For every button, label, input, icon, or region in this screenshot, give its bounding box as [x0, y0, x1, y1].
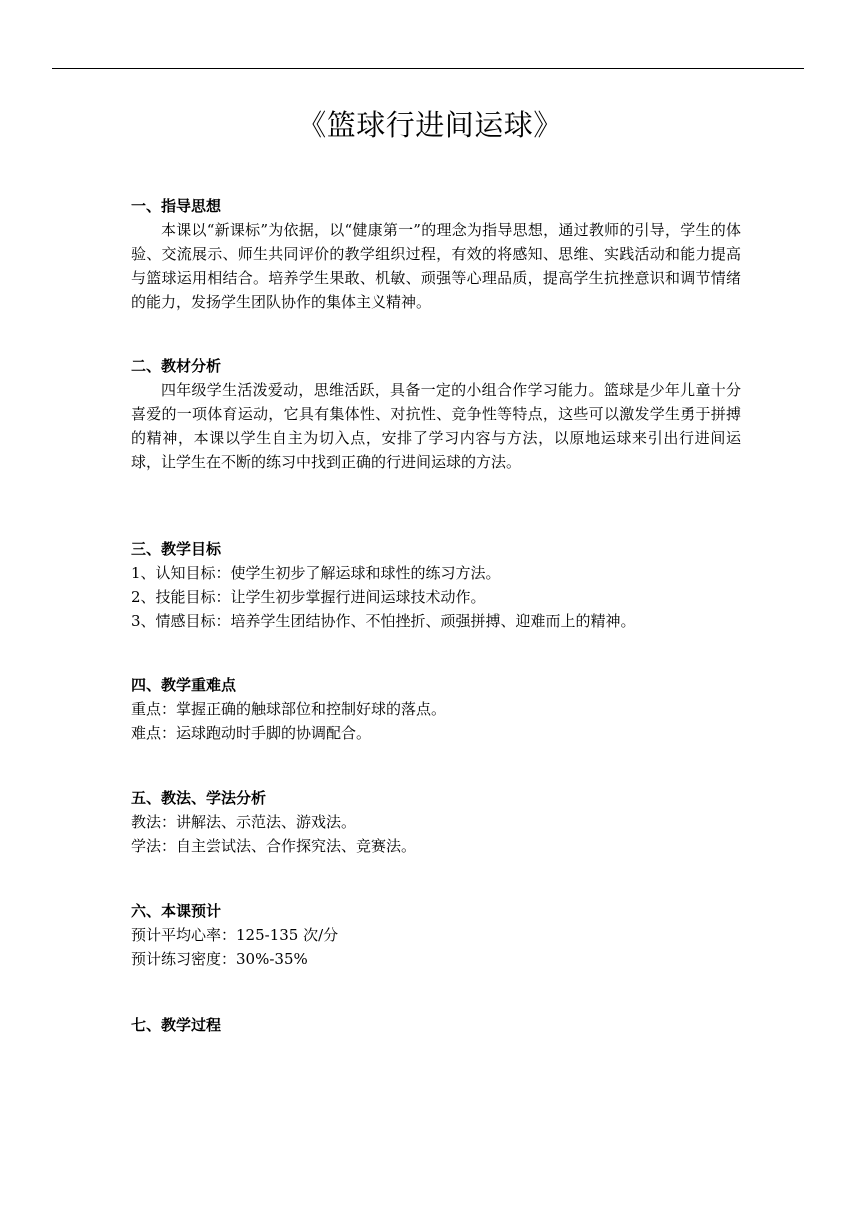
section-methods-analysis — [131, 786, 741, 858]
exercise-density-line: 预计练习密度：30%-35% — [131, 950, 308, 968]
document-title: 《篮球行进间运球》 — [297, 108, 563, 142]
section-heading: 一、指导思想 — [131, 197, 222, 215]
section-material-analysis — [131, 354, 741, 474]
objective-line: 1、认知目标：使学生初步了解运球和球性的练习方法。 — [131, 564, 501, 582]
objective-line: 2、技能目标：让学生初步掌握行进间运球技术动作。 — [131, 588, 486, 606]
section-heading: 七、教学过程 — [131, 1016, 222, 1034]
heart-rate-line: 预计平均心率：125-135 次/分 — [131, 926, 339, 944]
key-point-line: 重点：掌握正确的触球部位和控制好球的落点。 — [131, 700, 447, 718]
section-key-difficult-points — [131, 673, 741, 745]
section-teaching-process — [131, 1013, 741, 1037]
section-heading: 四、教学重难点 — [131, 676, 237, 694]
section-heading: 三、教学目标 — [131, 540, 222, 558]
section-paragraph: 四年级学生活泼爱动，思维活跃，具备一定的小组合作学习能力。篮球是少年儿童十分喜爱的一项体育运动，它具有集体性、对抗性、竞争性等特点，这些可以激发学生勇于拼搏的精神，本课以学生自主为切入点，安排了学习内容与方法，以原地运球来引出行进间运球，让学生在不断的练习中找到正确的行进间运球的方法。 — [131, 381, 741, 471]
section-guiding-ideology — [131, 194, 741, 314]
section-heading: 五、教法、学法分析 — [131, 789, 267, 807]
section-teaching-objectives — [131, 537, 741, 633]
section-heading: 二、教材分析 — [131, 357, 222, 375]
difficult-point-line: 难点：运球跑动时手脚的协调配合。 — [131, 724, 372, 742]
learning-method-line: 学法：自主尝试法、合作探究法、竞赛法。 — [131, 837, 417, 855]
section-lesson-estimate — [131, 899, 741, 971]
section-heading: 六、本课预计 — [131, 902, 222, 920]
teaching-method-line: 教法：讲解法、示范法、游戏法。 — [131, 813, 357, 831]
section-paragraph: 本课以“新课标”为依据，以“健康第一”的理念为指导思想，通过教师的引导，学生的体验、交流展示、师生共同评价的教学组织过程，有效的将感知、思维、实践活动和能力提高与篮球运用相结合。培养学生果敢、机敏、顽强等心理品质，提高学生抗挫意识和调节情绪的能力，发扬学生团队协作的集体主义精神。 — [131, 221, 741, 311]
objective-line: 3、情感目标：培养学生团结协作、不怕挫折、顽强拼搏、迎难而上的精神。 — [131, 612, 636, 630]
header-rule — [52, 68, 804, 69]
